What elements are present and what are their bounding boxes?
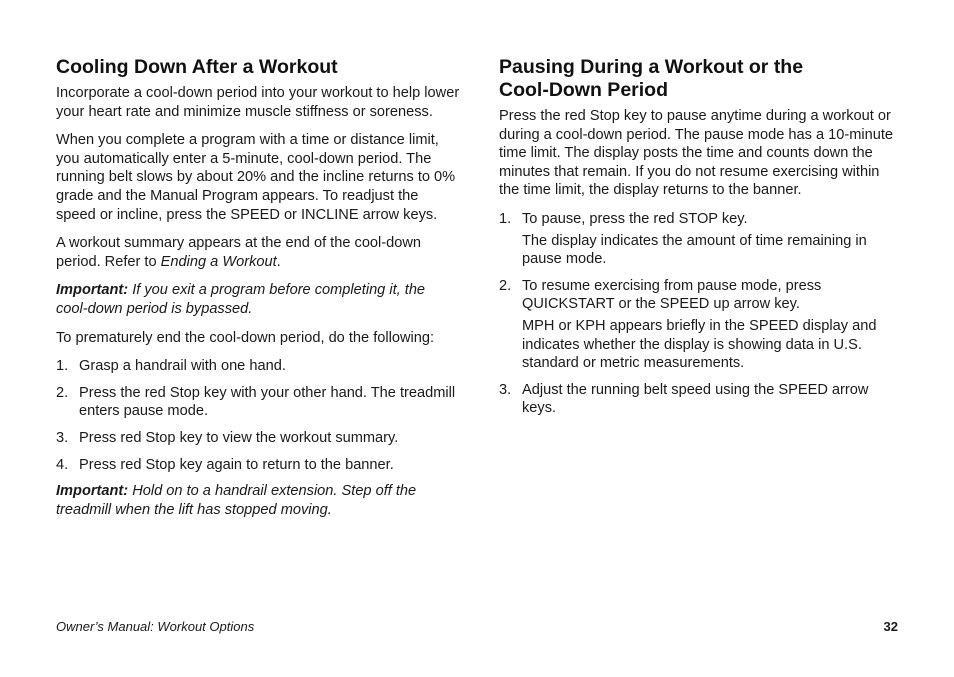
- paragraph: To prematurely end the cool-down period, do the following:: [56, 329, 435, 346]
- step-text: Press red Stop key again to return to the banner.: [79, 456, 394, 473]
- list-item: [499, 277, 899, 373]
- step-number: 3.: [499, 381, 512, 398]
- steps-list: [499, 210, 899, 418]
- step-number: 3.: [56, 429, 69, 446]
- paragraph: Incorporate a cool-down period into your workout to help lower your heart rate and minimize muscle stiffness or soreness.: [56, 85, 460, 120]
- list-item: [499, 381, 899, 418]
- important-note: [56, 482, 460, 519]
- text: A workout summary appears at the end of the cool-down period. Refer to: [56, 235, 422, 270]
- step-text: Press red Stop key to view the workout summary.: [79, 429, 399, 446]
- step-text: To resume exercising from pause mode, press QUICKSTART or the SPEED up arrow key.: [522, 277, 822, 313]
- heading-line: Cool-Down Period: [499, 79, 668, 101]
- section-heading-pausing: [499, 56, 899, 102]
- step-detail: MPH or KPH appears briefly in the SPEED display and indicates whether the display is showing data in U.S. standard or metric measurements.: [522, 317, 877, 372]
- list-item: [56, 357, 460, 376]
- step-text: Adjust the running belt speed using the SPEED arrow keys.: [522, 381, 869, 417]
- reference-ending-a-workout: Ending a Workout: [160, 253, 277, 270]
- step-number: 2.: [499, 277, 512, 294]
- steps-list: [56, 357, 460, 474]
- heading-line: Pausing During a Workout or the: [499, 56, 804, 78]
- right-column: [499, 56, 899, 426]
- step-number: 2.: [56, 384, 69, 401]
- important-text: If you exit a program before completing it, the cool-down period is bypassed.: [56, 282, 426, 317]
- step-number: 1.: [499, 210, 512, 227]
- paragraph: Press the red Stop key to pause anytime during a workout or during a cool-down period. The pause mode has a 10-minute time limit. The display posts the time and counts down the minutes that remain. If you do not resume exercising within the time limit, the display returns to the banner.: [499, 108, 894, 199]
- page-number: 32: [883, 619, 898, 634]
- footer-title: Owner’s Manual: Workout Options: [56, 619, 255, 634]
- step-detail: The display indicates the amount of time remaining in pause mode.: [522, 232, 867, 268]
- list-item: [56, 456, 460, 475]
- important-text: Hold on to a handrail extension. Step off the treadmill when the lift has stopped moving.: [56, 483, 417, 518]
- list-item: [56, 429, 460, 448]
- step-number: 4.: [56, 456, 69, 473]
- text: .: [276, 253, 281, 270]
- step-number: 1.: [56, 358, 69, 375]
- list-item: [56, 384, 460, 421]
- important-note: [56, 281, 460, 318]
- step-text: Grasp a handrail with one hand.: [79, 358, 286, 375]
- paragraph: When you complete a program with a time or distance limit, you automatically enter a 5-minute, cool-down period. The running belt slows by about 20% and the incline returns to 0% grade and the Manual Program appears. To readjust the speed or incline, press the SPEED or INCLINE arrow keys.: [56, 132, 456, 223]
- step-text: Press the red Stop key with your other hand. The treadmill enters pause mode.: [79, 384, 456, 420]
- section-heading-cooling-down: Cooling Down After a Workout: [56, 56, 338, 78]
- left-column: [56, 56, 460, 529]
- important-label: Important:: [56, 282, 129, 299]
- step-text: To pause, press the red STOP key.: [522, 210, 748, 227]
- list-item: [499, 210, 899, 269]
- important-label: Important:: [56, 483, 129, 500]
- paragraph: [56, 234, 460, 271]
